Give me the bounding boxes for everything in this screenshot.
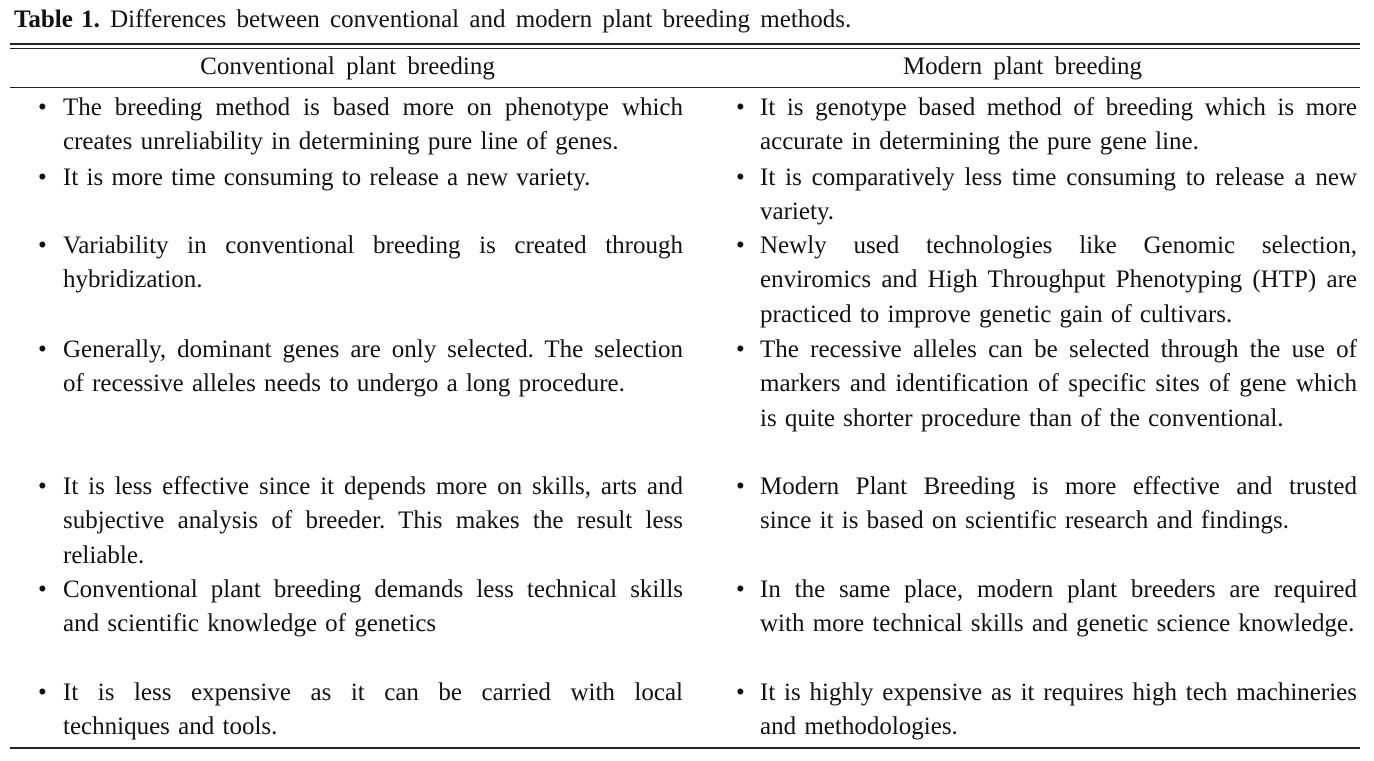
row-6-conventional	[38, 573, 683, 642]
table-caption-label: Table 1.	[14, 6, 100, 33]
bullet: •	[38, 336, 47, 363]
row-4-conventional	[38, 333, 683, 402]
table-caption	[14, 4, 851, 36]
row-1-modern-text: It is genotype based method of breeding which is more accurate in determining the pure gene line.	[760, 94, 1357, 156]
row-2-modern	[736, 161, 1357, 230]
header-conventional: Conventional plant breeding	[200, 53, 495, 80]
bullet: •	[736, 164, 745, 191]
row-7-modern-text: It is highly expensive as it requires high tech machineries and methodologies.	[760, 679, 1357, 741]
row-7-modern	[736, 676, 1357, 745]
row-4-modern-text: The recessive alleles can be selected through the use of markers and identification of specific sites of gene which is quite shorter procedure than of the conventional.	[760, 336, 1357, 432]
bullet: •	[736, 473, 745, 500]
row-4-modern	[736, 333, 1357, 436]
bullet: •	[38, 473, 47, 500]
row-5-conventional	[38, 470, 683, 573]
bullet: •	[38, 576, 47, 603]
row-3-conventional	[38, 229, 683, 298]
row-6-conventional-text: Conventional plant breeding demands less technical skills and scientific knowledge of genetics	[63, 576, 683, 638]
row-3-conventional-text: Variability in conventional breeding is created through hybridization.	[63, 232, 683, 294]
bullet: •	[38, 164, 47, 191]
row-1-conventional-text: The breeding method is based more on phenotype which creates unreliability in determining pure line of genes.	[63, 94, 683, 156]
row-1-modern	[736, 91, 1357, 160]
row-3-modern-text: Newly used technologies like Genomic selection, enviromics and High Throughput Phenotyping (HTP) are practiced to improve genetic gain of cultivars.	[760, 232, 1357, 328]
row-1-conventional	[38, 91, 683, 160]
bullet: •	[736, 94, 745, 121]
row-2-conventional-text: It is more time consuming to release a new variety.	[63, 164, 591, 191]
row-7-conventional-text: It is less expensive as it can be carried with local techniques and tools.	[63, 679, 683, 741]
row-5-conventional-text: It is less effective since it depends more on skills, arts and subjective analysis of breeder. This makes the result less reliable.	[63, 473, 683, 569]
bullet: •	[736, 679, 745, 706]
row-3-modern	[736, 229, 1357, 332]
table-caption-text: Differences between conventional and modern plant breeding methods.	[110, 6, 852, 33]
bullet: •	[38, 94, 47, 121]
row-6-modern	[736, 573, 1357, 642]
row-2-modern-text: It is comparatively less time consuming to release a new variety.	[760, 164, 1357, 226]
row-5-modern-text: Modern Plant Breeding is more effective and trusted since it is based on scientific research and findings.	[760, 473, 1357, 535]
table-header-rule	[10, 87, 1360, 88]
row-4-conventional-text: Generally, dominant genes are only selected. The selection of recessive alleles needs to undergo a long procedure.	[63, 336, 683, 398]
bullet: •	[736, 232, 745, 259]
row-7-conventional	[38, 676, 683, 745]
row-6-modern-text: In the same place, modern plant breeders are required with more technical skills and genetic science knowledge.	[760, 576, 1357, 638]
table-top-rule-thin	[10, 48, 1360, 49]
bullet: •	[736, 576, 745, 603]
table-bottom-rule	[10, 747, 1360, 749]
bullet: •	[38, 679, 47, 706]
table-top-rule	[10, 43, 1360, 45]
header-modern: Modern plant breeding	[902, 53, 1143, 80]
row-5-modern	[736, 470, 1357, 539]
bullet: •	[736, 336, 745, 363]
bullet: •	[38, 232, 47, 259]
row-2-conventional	[38, 161, 683, 195]
